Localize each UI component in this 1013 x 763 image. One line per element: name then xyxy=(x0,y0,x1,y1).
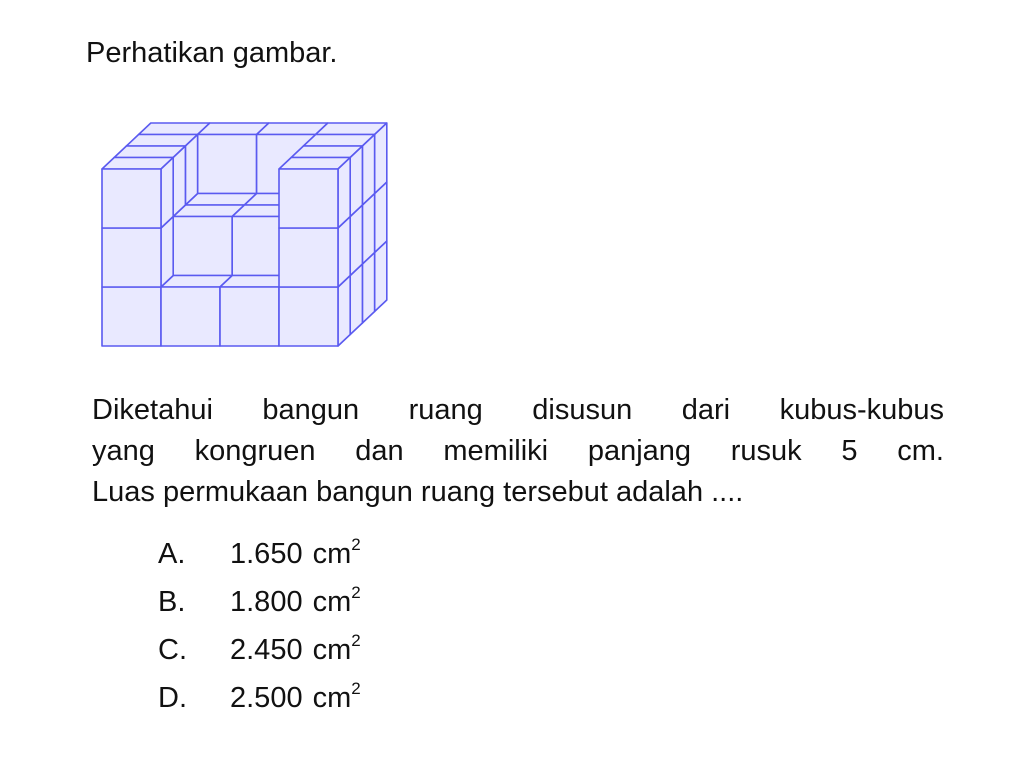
question-line-3: Luas permukaan bangun ruang tersebut adalah .... xyxy=(92,476,744,508)
cube-front-face xyxy=(220,287,279,346)
cube-front-face xyxy=(161,287,220,346)
cube-front-face xyxy=(279,228,338,287)
option-d[interactable] xyxy=(158,674,361,722)
question-text xyxy=(92,390,944,513)
instruction-text: Perhatikan gambar. xyxy=(86,37,338,69)
cube-side-face xyxy=(350,146,362,217)
cube-front-face xyxy=(173,217,232,276)
option-letter: C. xyxy=(158,634,187,666)
cube-front-face xyxy=(102,287,161,346)
option-unit: $cm^2$ xyxy=(312,631,361,666)
cube-side-face xyxy=(362,135,374,206)
cube-front-face xyxy=(279,287,338,346)
cube-front-face xyxy=(279,169,338,228)
option-value: 2.500 xyxy=(230,682,303,714)
option-c[interactable] xyxy=(158,626,361,674)
cube-side-face xyxy=(185,135,197,206)
option-unit: $cm^2$ xyxy=(312,535,361,570)
cube-structure-svg xyxy=(96,105,406,355)
option-value: 2.450 xyxy=(230,634,303,666)
cube-structure-figure xyxy=(96,105,406,355)
cube-side-face xyxy=(161,158,173,229)
cube-front-face xyxy=(102,169,161,228)
option-b[interactable] xyxy=(158,578,361,626)
option-a[interactable] xyxy=(158,530,361,578)
cube-side-face xyxy=(173,146,185,217)
question-line-2: yang kongruen dan memiliki panjang rusuk 5 cm. xyxy=(92,435,944,467)
answer-options xyxy=(158,530,361,722)
option-value: 1.650 xyxy=(230,538,303,570)
cube-side-face xyxy=(338,158,350,229)
cube-front-face xyxy=(198,135,257,194)
question-line-1: Diketahui bangun ruang disusun dari kubus-kubus xyxy=(92,394,944,426)
option-value: 1.800 xyxy=(230,586,303,618)
option-unit: $cm^2$ xyxy=(312,679,361,714)
cube-side-face xyxy=(375,123,387,194)
cube-front-face xyxy=(102,228,161,287)
option-letter: B. xyxy=(158,586,186,618)
option-letter: D. xyxy=(158,682,187,714)
option-unit: $cm^2$ xyxy=(312,583,361,618)
option-letter: A. xyxy=(158,538,186,570)
